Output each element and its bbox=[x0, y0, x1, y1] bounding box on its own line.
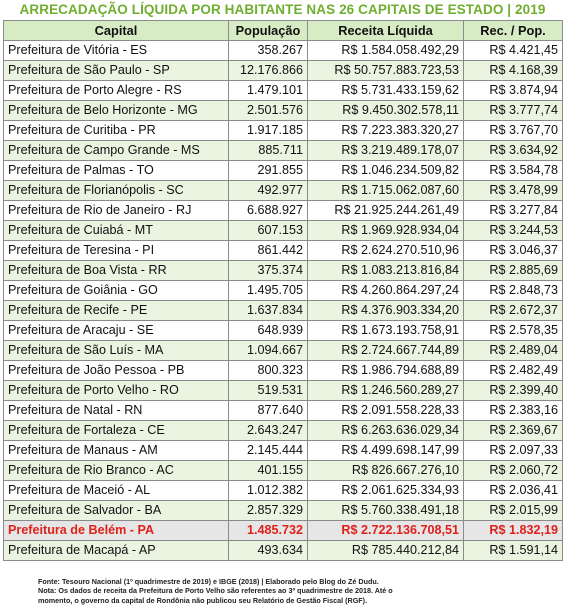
table-row bbox=[4, 121, 563, 141]
cell-population: 885.711 bbox=[229, 141, 308, 161]
cell-net-revenue: R$ 7.223.383.320,27 bbox=[308, 121, 464, 141]
cell-capital: Prefeitura de Belém - PA bbox=[4, 521, 229, 541]
cell-net-revenue: R$ 1.584.058.492,29 bbox=[308, 41, 464, 61]
cell-net-revenue: R$ 1.969.928.934,04 bbox=[308, 221, 464, 241]
cell-revenue-per-capita: R$ 2.482,49 bbox=[464, 361, 563, 381]
cell-net-revenue: R$ 1.046.234.509,82 bbox=[308, 161, 464, 181]
cell-net-revenue: R$ 2.091.558.228,33 bbox=[308, 401, 464, 421]
cell-capital: Prefeitura de Porto Velho - RO bbox=[4, 381, 229, 401]
cell-revenue-per-capita: R$ 3.046,37 bbox=[464, 241, 563, 261]
cell-capital: Prefeitura de Porto Alegre - RS bbox=[4, 81, 229, 101]
cell-population: 2.643.247 bbox=[229, 421, 308, 441]
cell-net-revenue: R$ 9.450.302.578,11 bbox=[308, 101, 464, 121]
cell-net-revenue: R$ 1.673.193.758,91 bbox=[308, 321, 464, 341]
cell-revenue-per-capita: R$ 4.421,45 bbox=[464, 41, 563, 61]
table-row bbox=[4, 201, 563, 221]
cell-net-revenue: R$ 2.722.136.708,51 bbox=[308, 521, 464, 541]
table-row bbox=[4, 101, 563, 121]
cell-population: 375.374 bbox=[229, 261, 308, 281]
table-row bbox=[4, 81, 563, 101]
cell-net-revenue: R$ 1.986.794.688,89 bbox=[308, 361, 464, 381]
table-row bbox=[4, 301, 563, 321]
cell-capital: Prefeitura de Rio de Janeiro - RJ bbox=[4, 201, 229, 221]
cell-capital: Prefeitura de Campo Grande - MS bbox=[4, 141, 229, 161]
cell-population: 2.501.576 bbox=[229, 101, 308, 121]
cell-revenue-per-capita: R$ 2.848,73 bbox=[464, 281, 563, 301]
cell-revenue-per-capita: R$ 2.885,69 bbox=[464, 261, 563, 281]
cell-net-revenue: R$ 1.715.062.087,60 bbox=[308, 181, 464, 201]
cell-revenue-per-capita: R$ 2.015,99 bbox=[464, 501, 563, 521]
footnote-source: Fonte: Tesouro Nacional (1º quadrimestre de 2019) e IBGE (2018) | Elaborado pelo Blog do Zé Dudu. bbox=[38, 577, 379, 586]
table-row bbox=[4, 381, 563, 401]
table-header-row bbox=[4, 21, 563, 41]
cell-population: 800.323 bbox=[229, 361, 308, 381]
cell-population: 1.479.101 bbox=[229, 81, 308, 101]
table-row bbox=[4, 401, 563, 421]
table-row-highlighted bbox=[4, 521, 563, 541]
cell-capital: Prefeitura de Belo Horizonte - MG bbox=[4, 101, 229, 121]
table-row bbox=[4, 441, 563, 461]
cell-population: 1.917.185 bbox=[229, 121, 308, 141]
cell-population: 877.640 bbox=[229, 401, 308, 421]
table-row bbox=[4, 61, 563, 81]
table-row bbox=[4, 221, 563, 241]
cell-revenue-per-capita: R$ 3.767,70 bbox=[464, 121, 563, 141]
cell-net-revenue: R$ 785.440.212,84 bbox=[308, 541, 464, 561]
cell-revenue-per-capita: R$ 2.383,16 bbox=[464, 401, 563, 421]
cell-net-revenue: R$ 2.624.270.510,96 bbox=[308, 241, 464, 261]
cell-population: 12.176.866 bbox=[229, 61, 308, 81]
cell-population: 1.485.732 bbox=[229, 521, 308, 541]
cell-revenue-per-capita: R$ 2.036,41 bbox=[464, 481, 563, 501]
cell-capital: Prefeitura de Natal - RN bbox=[4, 401, 229, 421]
cell-revenue-per-capita: R$ 3.874,94 bbox=[464, 81, 563, 101]
cell-revenue-per-capita: R$ 2.489,04 bbox=[464, 341, 563, 361]
cell-capital: Prefeitura de São Luís - MA bbox=[4, 341, 229, 361]
table-row bbox=[4, 421, 563, 441]
table-row bbox=[4, 361, 563, 381]
cell-capital: Prefeitura de Cuiabá - MT bbox=[4, 221, 229, 241]
cell-population: 401.155 bbox=[229, 461, 308, 481]
cell-revenue-per-capita: R$ 1.832,19 bbox=[464, 521, 563, 541]
cell-population: 2.145.444 bbox=[229, 441, 308, 461]
cell-net-revenue: R$ 5.760.338.491,18 bbox=[308, 501, 464, 521]
cell-revenue-per-capita: R$ 3.777,74 bbox=[464, 101, 563, 121]
cell-population: 861.442 bbox=[229, 241, 308, 261]
cell-net-revenue: R$ 6.263.636.029,34 bbox=[308, 421, 464, 441]
cell-net-revenue: R$ 4.260.864.297,24 bbox=[308, 281, 464, 301]
cell-population: 1.094.667 bbox=[229, 341, 308, 361]
table-row bbox=[4, 321, 563, 341]
cell-revenue-per-capita: R$ 4.168,39 bbox=[464, 61, 563, 81]
cell-population: 1.012.382 bbox=[229, 481, 308, 501]
cell-capital: Prefeitura de Aracaju - SE bbox=[4, 321, 229, 341]
cell-capital: Prefeitura de Boa Vista - RR bbox=[4, 261, 229, 281]
cell-revenue-per-capita: R$ 2.578,35 bbox=[464, 321, 563, 341]
table-row bbox=[4, 541, 563, 561]
cell-population: 648.939 bbox=[229, 321, 308, 341]
cell-net-revenue: R$ 5.731.433.159,62 bbox=[308, 81, 464, 101]
cell-capital: Prefeitura de Palmas - TO bbox=[4, 161, 229, 181]
table-row bbox=[4, 241, 563, 261]
cell-population: 2.857.329 bbox=[229, 501, 308, 521]
cell-net-revenue: R$ 50.757.883.723,53 bbox=[308, 61, 464, 81]
cell-population: 291.855 bbox=[229, 161, 308, 181]
cell-capital: Prefeitura de Salvador - BA bbox=[4, 501, 229, 521]
cell-net-revenue: R$ 4.376.903.334,20 bbox=[308, 301, 464, 321]
cell-revenue-per-capita: R$ 3.478,99 bbox=[464, 181, 563, 201]
cell-net-revenue: R$ 3.219.489.178,07 bbox=[308, 141, 464, 161]
cell-net-revenue: R$ 1.083.213.816,84 bbox=[308, 261, 464, 281]
cell-capital: Prefeitura de Manaus - AM bbox=[4, 441, 229, 461]
cell-capital: Prefeitura de Teresina - PI bbox=[4, 241, 229, 261]
cell-capital: Prefeitura de Goiânia - GO bbox=[4, 281, 229, 301]
table-row bbox=[4, 501, 563, 521]
header-capital: Capital bbox=[4, 21, 229, 41]
cell-population: 358.267 bbox=[229, 41, 308, 61]
cell-capital: Prefeitura de Recife - PE bbox=[4, 301, 229, 321]
cell-net-revenue: R$ 2.061.625.334,93 bbox=[308, 481, 464, 501]
cell-population: 607.153 bbox=[229, 221, 308, 241]
cell-revenue-per-capita: R$ 2.097,33 bbox=[464, 441, 563, 461]
cell-population: 1.637.834 bbox=[229, 301, 308, 321]
footnote-note-continued: momento, o governo da capital de Rondônia não publicou seu Relatório de Gestão Fiscal (RGF). bbox=[38, 595, 368, 605]
header-revenue-per-capita: Rec. / Pop. bbox=[464, 21, 563, 41]
cell-revenue-per-capita: R$ 3.244,53 bbox=[464, 221, 563, 241]
footnote-note: Nota: Os dados de receita da Prefeitura de Porto Velho são referentes ao 3º quadrimestre de 2018. Até o bbox=[38, 586, 393, 596]
table-row bbox=[4, 41, 563, 61]
cell-capital: Prefeitura de Rio Branco - AC bbox=[4, 461, 229, 481]
cell-revenue-per-capita: R$ 2.672,37 bbox=[464, 301, 563, 321]
cell-revenue-per-capita: R$ 2.060,72 bbox=[464, 461, 563, 481]
cell-net-revenue: R$ 21.925.244.261,49 bbox=[308, 201, 464, 221]
cell-revenue-per-capita: R$ 3.584,78 bbox=[464, 161, 563, 181]
cell-population: 493.634 bbox=[229, 541, 308, 561]
cell-capital: Prefeitura de Vitória - ES bbox=[4, 41, 229, 61]
table-title: ARRECADAÇÃO LÍQUIDA POR HABITANTE NAS 26 CAPITAIS DE ESTADO | 2019 bbox=[19, 2, 546, 17]
capitals-revenue-table bbox=[3, 20, 563, 561]
table-row bbox=[4, 261, 563, 281]
header-population: População bbox=[229, 21, 308, 41]
cell-capital: Prefeitura de Macapá - AP bbox=[4, 541, 229, 561]
cell-population: 492.977 bbox=[229, 181, 308, 201]
cell-capital: Prefeitura de São Paulo - SP bbox=[4, 61, 229, 81]
cell-capital: Prefeitura de João Pessoa - PB bbox=[4, 361, 229, 381]
cell-revenue-per-capita: R$ 3.634,92 bbox=[464, 141, 563, 161]
table-row bbox=[4, 341, 563, 361]
cell-revenue-per-capita: R$ 2.399,40 bbox=[464, 381, 563, 401]
cell-population: 519.531 bbox=[229, 381, 308, 401]
cell-net-revenue: R$ 2.724.667.744,89 bbox=[308, 341, 464, 361]
table-row bbox=[4, 481, 563, 501]
table-row bbox=[4, 141, 563, 161]
cell-capital: Prefeitura de Florianópolis - SC bbox=[4, 181, 229, 201]
table-row bbox=[4, 161, 563, 181]
footnote bbox=[38, 577, 538, 605]
cell-revenue-per-capita: R$ 2.369,67 bbox=[464, 421, 563, 441]
table-row bbox=[4, 461, 563, 481]
cell-revenue-per-capita: R$ 3.277,84 bbox=[464, 201, 563, 221]
header-net-revenue: Receita Líquida bbox=[308, 21, 464, 41]
cell-capital: Prefeitura de Maceió - AL bbox=[4, 481, 229, 501]
cell-capital: Prefeitura de Fortaleza - CE bbox=[4, 421, 229, 441]
table-row bbox=[4, 181, 563, 201]
cell-capital: Prefeitura de Curitiba - PR bbox=[4, 121, 229, 141]
cell-revenue-per-capita: R$ 1.591,14 bbox=[464, 541, 563, 561]
cell-net-revenue: R$ 826.667.276,10 bbox=[308, 461, 464, 481]
cell-net-revenue: R$ 4.499.698.147,99 bbox=[308, 441, 464, 461]
cell-population: 6.688.927 bbox=[229, 201, 308, 221]
table-row bbox=[4, 281, 563, 301]
cell-net-revenue: R$ 1.246.560.289,27 bbox=[308, 381, 464, 401]
cell-population: 1.495.705 bbox=[229, 281, 308, 301]
